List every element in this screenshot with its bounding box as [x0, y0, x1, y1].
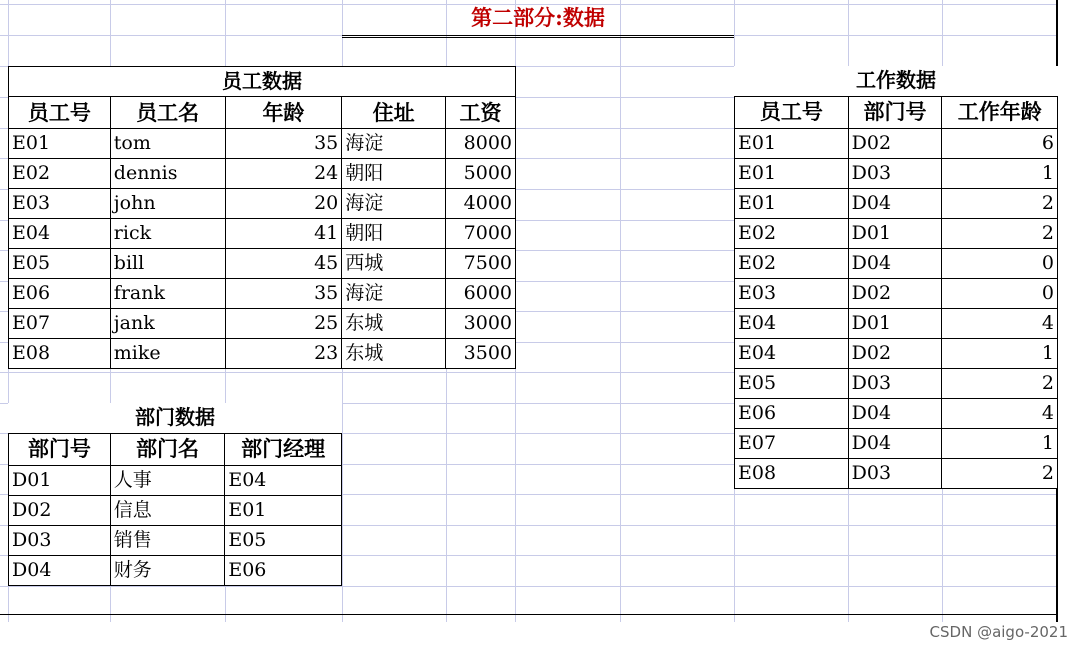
table-cell[interactable]: 5000	[446, 159, 516, 189]
table-cell[interactable]: D03	[848, 368, 942, 398]
table-cell[interactable]: E05	[225, 525, 342, 555]
table-cell[interactable]: D04	[848, 428, 942, 458]
table-cell[interactable]: 海淀	[342, 279, 446, 309]
table-cell[interactable]: 朝阳	[342, 159, 446, 189]
table-cell[interactable]: E04	[9, 219, 111, 249]
table-cell[interactable]: E02	[9, 159, 111, 189]
department-table	[8, 403, 342, 586]
table-cell[interactable]: jank	[110, 309, 225, 339]
table-cell[interactable]: E01	[225, 495, 342, 525]
work-table	[734, 66, 1058, 489]
table-row	[735, 128, 1058, 158]
table-cell[interactable]: 41	[225, 219, 342, 249]
table-cell[interactable]: 24	[225, 159, 342, 189]
column-header: 部门名	[110, 433, 225, 465]
table-row	[9, 465, 342, 495]
table-cell[interactable]: D03	[9, 525, 111, 555]
table-cell[interactable]: 4000	[446, 189, 516, 219]
table-cell[interactable]: D01	[9, 465, 111, 495]
table-cell[interactable]: E04	[735, 308, 849, 338]
table-cell[interactable]: E01	[735, 188, 849, 218]
table-cell[interactable]: E07	[9, 309, 111, 339]
table-cell[interactable]: 6000	[446, 279, 516, 309]
table-cell[interactable]: E06	[735, 398, 849, 428]
table-cell[interactable]: E07	[735, 428, 849, 458]
table-cell[interactable]: 35	[225, 279, 342, 309]
table-cell[interactable]: E01	[735, 158, 849, 188]
table-row	[735, 308, 1058, 338]
table-row	[9, 555, 342, 585]
table-cell[interactable]: 海淀	[342, 129, 446, 159]
table-cell[interactable]: bill	[110, 249, 225, 279]
table-cell[interactable]: 2	[942, 218, 1058, 248]
table-row	[9, 339, 516, 369]
table-row	[735, 368, 1058, 398]
column-header: 部门号	[9, 433, 111, 465]
table-cell[interactable]: E01	[735, 128, 849, 158]
table-cell[interactable]: 1	[942, 338, 1058, 368]
table-row	[9, 249, 516, 279]
table-cell[interactable]: 西城	[342, 249, 446, 279]
table-cell[interactable]: D02	[848, 278, 942, 308]
table-cell[interactable]: E02	[735, 248, 849, 278]
table-cell[interactable]: D02	[848, 338, 942, 368]
section-title: 第二部分:数据	[342, 3, 734, 38]
table-row	[9, 309, 516, 339]
table-row	[9, 189, 516, 219]
column-header: 员工号	[735, 96, 849, 128]
table-row	[735, 458, 1058, 488]
table-cell[interactable]: 2	[942, 458, 1058, 488]
table-cell[interactable]: E01	[9, 129, 111, 159]
table-cell[interactable]: D04	[848, 398, 942, 428]
table-cell[interactable]: 2	[942, 368, 1058, 398]
table-cell[interactable]: 4	[942, 398, 1058, 428]
table-cell[interactable]: 朝阳	[342, 219, 446, 249]
table-cell[interactable]: tom	[110, 129, 225, 159]
table-cell[interactable]: 1	[942, 158, 1058, 188]
table-cell[interactable]: john	[110, 189, 225, 219]
table-cell[interactable]: 7500	[446, 249, 516, 279]
table-row	[735, 158, 1058, 188]
column-header: 部门号	[848, 96, 942, 128]
table-row	[735, 398, 1058, 428]
table-cell[interactable]: 财务	[110, 555, 225, 585]
table-cell[interactable]: E02	[735, 218, 849, 248]
table-cell[interactable]: D04	[848, 188, 942, 218]
employee-table-caption: 员工数据	[9, 67, 516, 97]
table-cell[interactable]: dennis	[110, 159, 225, 189]
column-header: 部门经理	[225, 433, 342, 465]
table-cell[interactable]: E06	[225, 555, 342, 585]
table-cell[interactable]: D04	[848, 248, 942, 278]
table-cell[interactable]: D01	[848, 218, 942, 248]
department-table-caption: 部门数据	[135, 405, 215, 430]
table-cell[interactable]: 45	[225, 249, 342, 279]
table-cell[interactable]: E03	[9, 189, 111, 219]
table-row	[9, 279, 516, 309]
sheet-bottom-border	[0, 614, 1058, 615]
column-header: 年龄	[225, 97, 342, 129]
table-row	[9, 495, 342, 525]
table-cell[interactable]: D04	[9, 555, 111, 585]
table-cell[interactable]: 6	[942, 128, 1058, 158]
watermark: CSDN @aigo-2021	[929, 623, 1068, 641]
table-cell[interactable]: 4	[942, 308, 1058, 338]
table-cell[interactable]: E08	[9, 339, 111, 369]
table-cell[interactable]: 0	[942, 278, 1058, 308]
table-cell[interactable]: E05	[9, 249, 111, 279]
column-header: 住址	[342, 97, 446, 129]
column-header: 工作年龄	[942, 96, 1058, 128]
table-cell[interactable]: E03	[735, 278, 849, 308]
table-cell[interactable]: E04	[735, 338, 849, 368]
work-table-caption: 工作数据	[856, 68, 936, 93]
table-cell[interactable]: 8000	[446, 129, 516, 159]
table-cell[interactable]: 20	[225, 189, 342, 219]
table-cell[interactable]: mike	[110, 339, 225, 369]
column-header: 工资	[446, 97, 516, 129]
table-row	[735, 338, 1058, 368]
table-cell[interactable]: 信息	[110, 495, 225, 525]
table-cell[interactable]: D01	[848, 308, 942, 338]
table-cell[interactable]: D02	[848, 128, 942, 158]
table-cell[interactable]: 3500	[446, 339, 516, 369]
table-cell[interactable]: E08	[735, 458, 849, 488]
table-cell[interactable]: rick	[110, 219, 225, 249]
table-cell[interactable]: D03	[848, 158, 942, 188]
table-cell[interactable]: E04	[225, 465, 342, 495]
table-row	[735, 278, 1058, 308]
table-cell[interactable]: 人事	[110, 465, 225, 495]
column-header: 员工号	[9, 97, 111, 129]
table-row	[735, 428, 1058, 458]
table-cell[interactable]: 7000	[446, 219, 516, 249]
table-cell[interactable]: D02	[9, 495, 111, 525]
column-header: 员工名	[110, 97, 225, 129]
table-row	[9, 129, 516, 159]
table-cell[interactable]: 销售	[110, 525, 225, 555]
table-row	[735, 248, 1058, 278]
table-cell[interactable]: 东城	[342, 339, 446, 369]
table-cell[interactable]: 东城	[342, 309, 446, 339]
table-row	[9, 219, 516, 249]
table-cell[interactable]: 35	[225, 129, 342, 159]
table-row	[9, 525, 342, 555]
table-row	[735, 188, 1058, 218]
table-cell[interactable]: 3000	[446, 309, 516, 339]
table-row	[735, 218, 1058, 248]
table-cell[interactable]: 2	[942, 188, 1058, 218]
table-row	[9, 159, 516, 189]
table-cell[interactable]: 1	[942, 428, 1058, 458]
table-cell[interactable]: 0	[942, 248, 1058, 278]
table-cell[interactable]: E05	[735, 368, 849, 398]
table-cell[interactable]: E06	[9, 279, 111, 309]
table-cell[interactable]: 23	[225, 339, 342, 369]
table-cell[interactable]: frank	[110, 279, 225, 309]
table-cell[interactable]: 25	[225, 309, 342, 339]
employee-table	[8, 66, 516, 369]
table-cell[interactable]: D03	[848, 458, 942, 488]
table-cell[interactable]: 海淀	[342, 189, 446, 219]
